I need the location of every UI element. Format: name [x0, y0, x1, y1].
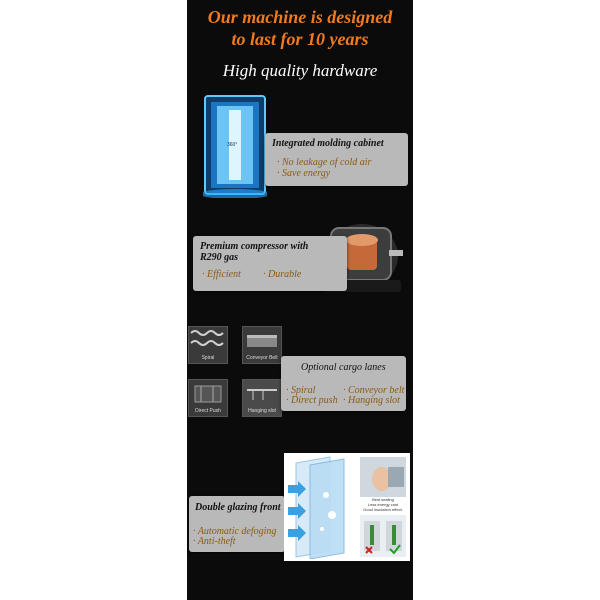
thumbnail-label: Spiral — [201, 355, 215, 361]
subheading: High quality hardware — [222, 61, 378, 80]
hand-on-glass-image — [360, 457, 406, 497]
cabinet-badge: 360° — [227, 142, 238, 148]
conveyor-belt-thumbnail — [242, 326, 282, 364]
cabinet-feature-item: · No leakage of cold air — [277, 157, 372, 168]
glass-panes-image — [286, 455, 356, 559]
cabinet-feature-card — [265, 133, 408, 186]
double-glazing-photo-panel — [284, 453, 410, 561]
cargo-lanes-feature-card — [281, 356, 406, 411]
cargo-lanes-item: · Direct push — [286, 395, 338, 406]
thumbnail-label: Direct Push — [195, 408, 221, 414]
cabinet-feature-title: Integrated molding cabinet — [272, 138, 384, 149]
photo-caption-line: Less energy cost — [367, 502, 399, 507]
spiral-lane-thumbnail — [188, 326, 228, 364]
double-glazing-feature-card — [189, 496, 285, 552]
thumbnail-label: Hanging slot — [248, 408, 276, 414]
headline-line-1: Our machine is designed — [207, 7, 393, 27]
cargo-lanes-feature-title: Optional cargo lanes — [301, 362, 386, 373]
double-glazing-feature-title: Double glazing front — [195, 502, 281, 513]
compressor-feature-card — [193, 236, 347, 291]
photo-caption-line: Best sealing — [372, 497, 394, 502]
cargo-lanes-item: · Spiral — [286, 385, 316, 396]
compressor-feature-item: · Efficient — [202, 269, 241, 280]
double-glazing-item: · Anti-theft — [193, 536, 236, 547]
cabinet-feature-item: · Save energy — [277, 168, 331, 179]
cargo-lanes-item: · Conveyor belt — [343, 385, 405, 396]
hanging-slot-thumbnail — [242, 379, 282, 417]
compressor-feature-title-line-1: Premium compressor with — [200, 241, 309, 252]
cargo-lanes-item: · Hanging slot — [343, 395, 400, 406]
photo-caption-line: Good insulation effect. — [363, 507, 403, 512]
direct-push-thumbnail — [188, 379, 228, 417]
product-comparison-image — [360, 515, 406, 557]
thumbnail-label: Conveyor Belt — [246, 355, 278, 361]
compressor-feature-title-line-2: R290 gas — [200, 252, 239, 263]
headline-line-2: to last for 10 years — [231, 29, 369, 49]
double-glazing-item: · Automatic defoging — [193, 526, 277, 537]
compressor-feature-item: · Durable — [263, 269, 302, 280]
